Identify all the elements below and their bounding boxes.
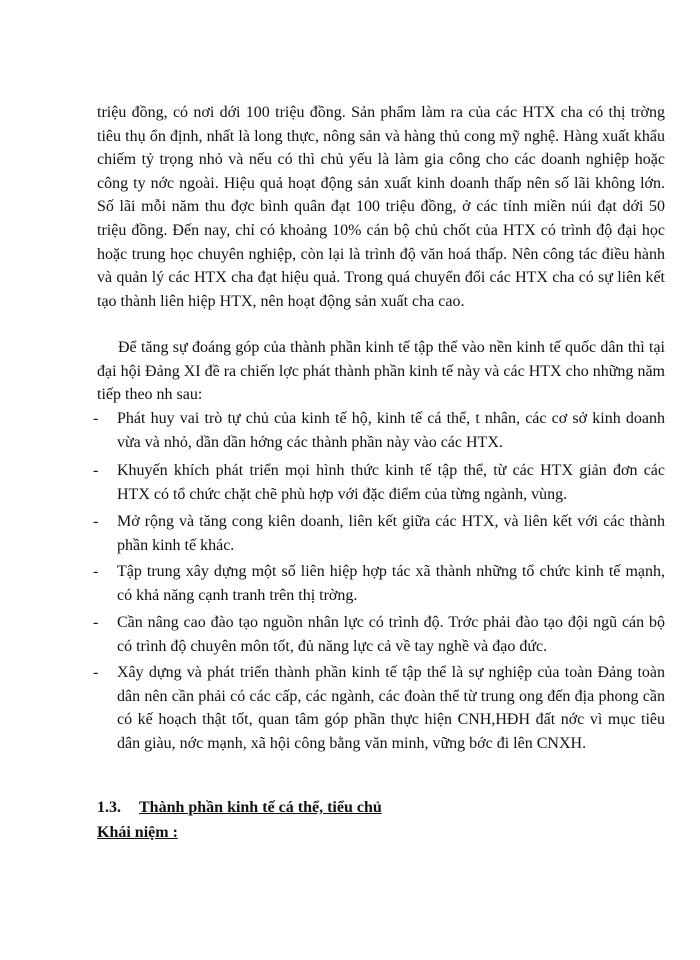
subheading-concept: Khái niệm : (97, 824, 178, 841)
bullet-dash: - (93, 614, 99, 631)
bullet-dash: - (93, 410, 99, 427)
section-title: Thành phần kinh tế cá thể, tiểu chủ (139, 799, 382, 816)
bullet-item (93, 407, 665, 454)
bullet-item (93, 459, 665, 506)
bullet-text: Cần nâng cao đào tạo nguồn nhân lực có trình độ. Trớc phải đào tạo đội ngũ cán bộ có trình độ chuyên môn tốt, đủ năng lực cả về tay nghề và đạo đức. (117, 614, 665, 655)
bullet-text: Mở rộng và tăng cong kiên doanh, liên kết giữa các HTX, và liên kết với các thành phần kinh tế khác. (117, 513, 665, 554)
bullet-item (93, 611, 665, 658)
bullet-dash: - (93, 462, 99, 479)
section-heading (97, 797, 382, 819)
paragraph-strategy-intro: Để tăng sự đoáng góp của thành phần kinh tế tập thể vào nền kinh tế quốc dân thì tại đại hội Đảng XI đề ra chiến lợc phát thành phần kinh tế này và các HTX cho những năm tiếp theo nh sau: (97, 339, 665, 404)
bullet-text: Phát huy vai trò tự chủ của kinh tế hộ, kinh tế cá thể, t nhân, các cơ sở kinh doanh vừa và nhỏ, dần dần hớng các thành phần này vào các HTX. (117, 410, 665, 451)
bullet-dash: - (93, 563, 99, 580)
bullet-dash: - (93, 513, 99, 530)
bullet-text: Khuyến khích phát triển mọi hình thức kinh tế tập thể, từ các HTX giản đơn các HTX có tổ chức chặt chẽ phù hợp với đặc điểm của từng ngành, vùng. (117, 462, 665, 503)
bullet-item (93, 661, 665, 755)
bullet-text: Xây dựng và phát triển thành phần kinh tế tập thể là sự nghiệp của toàn Đảng toàn dân nên cần phải có các cấp, các ngành, các đoàn thể từ trung ong đến địa phong cần có kế hoạch thật tốt, quan tâm góp phần thực hiện CNH,HĐH đất nớc vì mục tiêu dân giàu, nớc mạnh, xã hội công bằng văn minh, vững bớc đi lên CNXH. (117, 664, 665, 752)
section-number: 1.3. (97, 799, 121, 816)
bullet-item (93, 510, 665, 557)
bullet-item (93, 560, 665, 607)
paragraph-htx-overview: triệu đồng, có nơi dới 100 triệu đồng. Sản phẩm làm ra của các HTX cha có thị trờng tiêu thụ ổn định, nhất là long thực, nông sản và hàng thủ cong mỹ nghệ. Hàng xuất khẩu chiếm tỷ trọng nhỏ và nếu có thì chủ yếu là làm gia công cho các doanh nghiệp hoặc công ty nớc ngoài. Hiệu quả hoạt động sản xuất kinh doanh thấp nên số lãi không lớn. Số lãi mỗi năm thu đợc bình quân đạt 100 triệu đồng, ở các tỉnh miền núi đạt dới 50 triệu đồng. Đến nay, chỉ có khoảng 10% cán bộ chủ chốt của HTX có trình độ đại học hoặc trung học chuyên nghiệp, còn lại là trình độ văn hoá thấp. Nên công tác điều hành và quản lý các HTX cha đạt hiệu quả. Trong quá chuyển đổi các HTX cha có sự liên kết tạo thành liên hiệp HTX, nên hoạt động sản xuất cha cao. (97, 104, 665, 310)
bullet-dash: - (93, 664, 99, 681)
bullet-text: Tập trung xây dựng một số liên hiệp hợp tác xã thành những tổ chức kinh tế mạnh, có khả năng cạnh tranh trên thị trờng. (117, 563, 665, 604)
